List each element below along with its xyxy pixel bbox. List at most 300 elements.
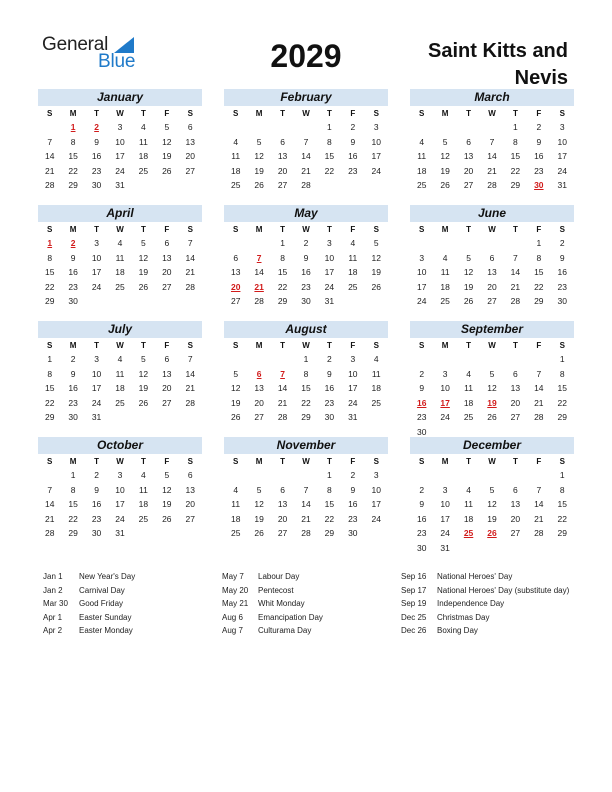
- day-cell: 30: [324, 412, 335, 423]
- logo-text-general: General: [42, 34, 109, 55]
- week-row: [38, 135, 202, 150]
- day-cell: 25: [138, 165, 149, 176]
- holiday-name-label: National Heroes' Day: [437, 572, 513, 581]
- holiday-list-item: [222, 584, 392, 598]
- day-cell: 27: [277, 180, 288, 191]
- holiday-date: 25: [463, 528, 474, 539]
- day-cell: 17: [371, 151, 381, 162]
- day-cell: 9: [94, 136, 99, 147]
- day-cell: 14: [254, 267, 264, 278]
- day-cell: 8: [70, 136, 76, 147]
- day-cell: 30: [348, 528, 358, 539]
- day-cell: 3: [373, 122, 379, 132]
- week-row: [410, 178, 574, 193]
- day-cell: 15: [557, 383, 567, 394]
- day-cell: 26: [162, 165, 172, 176]
- day-cell: 11: [464, 383, 473, 394]
- day-cell: 6: [187, 122, 193, 132]
- weekday-label: W: [488, 341, 496, 350]
- week-row: [38, 236, 202, 251]
- weekday-label: S: [559, 341, 565, 350]
- day-cell: 28: [185, 281, 195, 292]
- day-cell: 20: [162, 267, 172, 278]
- holiday-name-label: Boxing Day: [437, 626, 478, 635]
- day-cell: 9: [559, 252, 565, 263]
- day-cell: 10: [416, 267, 427, 278]
- empty-day-cell: [365, 410, 388, 425]
- day-cell: 5: [373, 238, 379, 248]
- day-cell: 28: [510, 296, 521, 307]
- empty-day-cell: [410, 468, 433, 483]
- empty-day-cell: [294, 120, 317, 135]
- week-row: [38, 120, 202, 135]
- day-cell: 15: [44, 267, 55, 278]
- day-cell: 20: [463, 165, 474, 176]
- day-cell: 11: [440, 267, 450, 278]
- day-cell: 14: [301, 151, 311, 162]
- holiday-name-label: Culturama Day: [258, 626, 312, 635]
- day-cell: 4: [233, 136, 239, 147]
- day-cell: 24: [440, 412, 450, 423]
- day-cell: 26: [138, 397, 149, 408]
- holiday-date: 1: [70, 122, 76, 132]
- day-cell: 23: [301, 281, 311, 292]
- day-cell: 16: [348, 499, 358, 510]
- day-cell: 18: [463, 397, 474, 408]
- empty-day-cell: [132, 178, 155, 193]
- day-cell: 28: [254, 296, 264, 307]
- empty-day-cell: [480, 468, 503, 483]
- day-cell: 20: [254, 397, 264, 408]
- day-cell: 3: [94, 238, 99, 248]
- day-cell: 20: [510, 397, 521, 408]
- week-row: [224, 164, 388, 179]
- day-cell: 14: [185, 252, 195, 263]
- weekday-label: T: [94, 457, 99, 466]
- holiday-name-label: National Heroes' Day (substitute day): [437, 585, 570, 595]
- empty-day-cell: [433, 120, 456, 135]
- holiday-date-label: Dec 25: [401, 612, 427, 622]
- day-cell: 13: [510, 499, 521, 510]
- day-cell: 13: [162, 368, 172, 379]
- week-row: [38, 367, 202, 382]
- week-row: [224, 178, 388, 193]
- holiday-date: 7: [256, 252, 262, 263]
- day-cell: 16: [557, 267, 567, 278]
- day-cell: 6: [489, 252, 495, 263]
- empty-day-cell: [224, 468, 247, 483]
- day-cell: 9: [327, 368, 332, 379]
- month-april: [38, 205, 202, 309]
- weekday-label: S: [373, 225, 379, 234]
- weekday-label: T: [140, 109, 146, 118]
- day-cell: 3: [442, 484, 448, 495]
- day-cell: 24: [371, 165, 381, 176]
- week-row: [224, 410, 388, 425]
- weekday-label: M: [69, 341, 77, 350]
- week-row: [410, 410, 574, 425]
- weekday-label: M: [255, 109, 263, 118]
- holiday-date: 26: [487, 528, 497, 539]
- day-cell: 16: [534, 151, 544, 162]
- week-row: [224, 294, 388, 309]
- empty-day-cell: [318, 178, 341, 193]
- day-cell: 22: [301, 397, 311, 408]
- empty-day-cell: [480, 236, 503, 251]
- day-cell: 23: [416, 412, 427, 423]
- day-cell: 29: [68, 528, 78, 539]
- week-row: [410, 149, 574, 164]
- day-cell: 25: [440, 296, 450, 307]
- day-cell: 27: [185, 513, 195, 524]
- weekday-label: T: [94, 109, 99, 118]
- holiday-date-label: Sep 17: [401, 585, 427, 595]
- day-cell: 27: [463, 180, 474, 191]
- day-cell: 23: [348, 513, 358, 524]
- day-cell: 11: [115, 368, 125, 379]
- weekday-header-row: [38, 224, 202, 236]
- day-cell: 29: [68, 180, 78, 191]
- week-row: [410, 280, 574, 295]
- day-cell: 23: [416, 528, 427, 539]
- day-cell: 31: [91, 412, 102, 423]
- weekday-label: F: [164, 341, 170, 350]
- day-cell: 7: [536, 368, 542, 379]
- day-cell: 21: [301, 165, 311, 176]
- day-cell: 18: [348, 267, 358, 278]
- empty-day-cell: [457, 468, 480, 483]
- day-cell: 10: [371, 484, 381, 495]
- day-cell: 8: [303, 368, 309, 379]
- day-cell: 3: [373, 470, 379, 480]
- day-cell: 8: [559, 484, 565, 495]
- day-cell: 3: [117, 470, 123, 480]
- day-cell: 6: [280, 484, 285, 495]
- weekday-label: T: [140, 457, 146, 466]
- day-cell: 6: [164, 354, 170, 364]
- day-cell: 17: [557, 151, 567, 162]
- month-may: [224, 205, 388, 309]
- day-cell: 25: [138, 513, 149, 524]
- day-cell: 12: [254, 151, 264, 162]
- week-row: [410, 164, 574, 179]
- weekday-label: T: [94, 341, 99, 350]
- day-cell: 2: [419, 484, 425, 495]
- weekday-label: S: [233, 109, 239, 118]
- day-cell: 20: [277, 513, 288, 524]
- empty-day-cell: [433, 352, 456, 367]
- day-cell: 26: [254, 180, 264, 191]
- day-cell: 3: [327, 238, 332, 248]
- week-row: [410, 541, 574, 556]
- week-row: [410, 265, 574, 280]
- week-row: [410, 497, 574, 512]
- day-cell: 17: [371, 499, 381, 510]
- day-cell: 5: [489, 484, 495, 495]
- weekday-label: S: [187, 225, 193, 234]
- empty-day-cell: [341, 178, 364, 193]
- day-cell: 22: [324, 513, 335, 524]
- day-cell: 29: [557, 412, 567, 423]
- month-title: June: [410, 205, 574, 222]
- day-cell: 3: [117, 122, 123, 132]
- day-cell: 5: [164, 470, 170, 480]
- weekday-label: T: [326, 341, 332, 350]
- day-cell: 1: [47, 354, 53, 364]
- day-cell: 1: [327, 470, 332, 480]
- day-cell: 16: [301, 267, 311, 278]
- day-cell: 1: [327, 122, 332, 132]
- day-cell: 9: [303, 252, 309, 263]
- holiday-date: 7: [280, 368, 285, 379]
- day-cell: 9: [70, 368, 76, 379]
- week-row: [38, 396, 202, 411]
- weekday-label: S: [373, 341, 379, 350]
- weekday-label: S: [419, 457, 425, 466]
- day-cell: 17: [115, 151, 125, 162]
- week-row: [224, 497, 388, 512]
- empty-day-cell: [179, 294, 202, 309]
- month-title: April: [38, 205, 202, 222]
- week-row: [410, 526, 574, 541]
- empty-day-cell: [108, 410, 131, 425]
- day-cell: 5: [233, 368, 239, 379]
- empty-day-cell: [179, 178, 202, 193]
- day-cell: 13: [510, 383, 521, 394]
- day-cell: 8: [70, 484, 76, 495]
- day-cell: 26: [487, 412, 497, 423]
- weekday-label: T: [466, 225, 471, 234]
- day-cell: 4: [233, 484, 239, 495]
- day-cell: 13: [254, 383, 264, 394]
- day-cell: 29: [277, 296, 288, 307]
- holiday-date-label: Mar 30: [43, 599, 68, 608]
- holiday-date-label: Jan 1: [43, 572, 63, 581]
- day-cell: 3: [419, 252, 425, 263]
- weekday-label: T: [512, 225, 518, 234]
- empty-day-cell: [271, 352, 294, 367]
- week-row: [38, 410, 202, 425]
- day-cell: 7: [303, 136, 309, 147]
- day-cell: 2: [327, 354, 332, 364]
- weekday-label: S: [47, 225, 53, 234]
- day-cell: 14: [534, 499, 544, 510]
- day-cell: 24: [416, 296, 427, 307]
- day-cell: 12: [138, 252, 149, 263]
- day-cell: 25: [463, 412, 474, 423]
- day-cell: 16: [91, 151, 102, 162]
- day-cell: 21: [510, 281, 521, 292]
- weekday-label: W: [116, 457, 124, 466]
- empty-day-cell: [433, 236, 456, 251]
- day-cell: 15: [324, 499, 335, 510]
- day-cell: 11: [231, 499, 241, 510]
- day-cell: 7: [187, 354, 193, 364]
- day-cell: 20: [487, 281, 497, 292]
- day-cell: 13: [487, 267, 497, 278]
- day-cell: 9: [419, 499, 425, 510]
- day-cell: 1: [280, 238, 285, 248]
- empty-day-cell: [294, 468, 317, 483]
- empty-day-cell: [132, 294, 155, 309]
- day-cell: 24: [371, 513, 381, 524]
- weekday-label: M: [69, 457, 77, 466]
- day-cell: 24: [91, 397, 102, 408]
- day-cell: 24: [557, 165, 567, 176]
- month-title: November: [224, 437, 388, 454]
- holiday-date-label: Aug 6: [222, 612, 243, 622]
- day-cell: 5: [442, 136, 448, 147]
- day-cell: 22: [534, 281, 544, 292]
- holiday-date-label: May 21: [222, 599, 249, 608]
- day-cell: 9: [94, 484, 99, 495]
- day-cell: 11: [417, 151, 427, 162]
- day-cell: 24: [324, 281, 335, 292]
- day-cell: 11: [371, 368, 381, 379]
- weekday-label: F: [350, 457, 356, 466]
- empty-day-cell: [551, 541, 574, 556]
- weekday-label: S: [559, 109, 565, 118]
- weekday-label: F: [164, 457, 170, 466]
- week-row: [410, 367, 574, 382]
- month-february: [224, 89, 388, 193]
- day-cell: 30: [68, 296, 78, 307]
- day-cell: 15: [277, 267, 288, 278]
- holiday-name-label: New Year's Day: [79, 572, 136, 581]
- weekday-label: W: [302, 457, 310, 466]
- day-cell: 16: [324, 383, 335, 394]
- holiday-name-label: Labour Day: [258, 572, 300, 581]
- day-cell: 18: [138, 151, 149, 162]
- day-cell: 27: [277, 528, 288, 539]
- weekday-label: M: [255, 341, 263, 350]
- day-cell: 26: [230, 412, 241, 423]
- month-title: December: [410, 437, 574, 454]
- day-cell: 9: [350, 136, 356, 147]
- weekday-label: W: [116, 225, 124, 234]
- day-cell: 21: [185, 267, 195, 278]
- empty-day-cell: [480, 120, 503, 135]
- day-cell: 22: [68, 513, 78, 524]
- country-title: [368, 38, 568, 92]
- day-cell: 8: [327, 484, 332, 495]
- empty-day-cell: [155, 526, 178, 541]
- day-cell: 1: [559, 470, 565, 480]
- day-cell: 12: [487, 499, 497, 510]
- day-cell: 3: [350, 354, 356, 364]
- month-august: [224, 321, 388, 425]
- day-cell: 20: [185, 499, 195, 510]
- weekday-label: M: [69, 109, 77, 118]
- day-cell: 29: [324, 528, 335, 539]
- empty-day-cell: [155, 178, 178, 193]
- weekday-header-row: [410, 340, 574, 352]
- weekday-label: T: [140, 225, 146, 234]
- day-cell: 8: [513, 136, 518, 147]
- day-cell: 16: [68, 383, 78, 394]
- empty-day-cell: [155, 410, 178, 425]
- day-cell: 17: [115, 499, 125, 510]
- empty-day-cell: [271, 468, 294, 483]
- empty-day-cell: [504, 541, 527, 556]
- week-row: [224, 135, 388, 150]
- month-title: July: [38, 321, 202, 338]
- day-cell: 2: [419, 368, 425, 379]
- weekday-label: S: [559, 225, 565, 234]
- holiday-date-label: Sep 19: [401, 599, 427, 608]
- empty-day-cell: [38, 468, 61, 483]
- week-row: [38, 149, 202, 164]
- day-cell: 2: [350, 122, 356, 132]
- holiday-name-label: Good Friday: [79, 599, 124, 608]
- holiday-list-item: [43, 570, 213, 584]
- day-cell: 25: [416, 180, 427, 191]
- day-cell: 13: [230, 267, 241, 278]
- day-cell: 18: [115, 383, 125, 394]
- day-cell: 14: [301, 499, 311, 510]
- day-cell: 10: [324, 252, 335, 263]
- day-cell: 15: [44, 383, 55, 394]
- day-cell: 31: [115, 180, 125, 191]
- holiday-name-label: Pentecost: [258, 585, 294, 595]
- day-cell: 7: [513, 252, 518, 263]
- weekday-label: M: [255, 225, 263, 234]
- empty-day-cell: [480, 352, 503, 367]
- week-row: [224, 149, 388, 164]
- weekday-label: T: [512, 341, 518, 350]
- empty-day-cell: [504, 236, 527, 251]
- day-cell: 14: [44, 151, 55, 162]
- day-cell: 15: [557, 499, 567, 510]
- day-cell: 11: [464, 499, 473, 510]
- day-cell: 18: [371, 383, 381, 394]
- day-cell: 1: [303, 354, 309, 364]
- weekday-header-row: [410, 108, 574, 120]
- weekday-label: M: [255, 457, 263, 466]
- empty-day-cell: [247, 352, 270, 367]
- day-cell: 16: [416, 513, 427, 524]
- day-cell: 17: [440, 513, 450, 524]
- holiday-list-item: [222, 611, 392, 625]
- day-cell: 22: [44, 397, 55, 408]
- week-row: [224, 120, 388, 135]
- day-cell: 2: [350, 470, 356, 480]
- day-cell: 10: [115, 484, 125, 495]
- day-cell: 31: [440, 542, 450, 553]
- day-cell: 28: [487, 180, 497, 191]
- day-cell: 14: [44, 499, 55, 510]
- week-row: [38, 280, 202, 295]
- holiday-list-item: [401, 611, 573, 625]
- day-cell: 17: [348, 383, 358, 394]
- day-cell: 21: [44, 165, 55, 176]
- weekday-label: T: [280, 225, 285, 234]
- month-september: [410, 321, 574, 440]
- day-cell: 31: [348, 412, 358, 423]
- month-january: [38, 89, 202, 193]
- weekday-label: S: [419, 109, 425, 118]
- day-cell: 10: [115, 136, 125, 147]
- day-cell: 21: [487, 165, 497, 176]
- day-cell: 2: [536, 122, 542, 132]
- holiday-list-item: [43, 624, 213, 638]
- weekday-label: F: [164, 109, 170, 118]
- day-cell: 7: [489, 136, 495, 147]
- empty-day-cell: [224, 236, 247, 251]
- holiday-date-label: Apr 1: [43, 612, 63, 622]
- weekday-label: F: [350, 341, 356, 350]
- day-cell: 23: [557, 281, 567, 292]
